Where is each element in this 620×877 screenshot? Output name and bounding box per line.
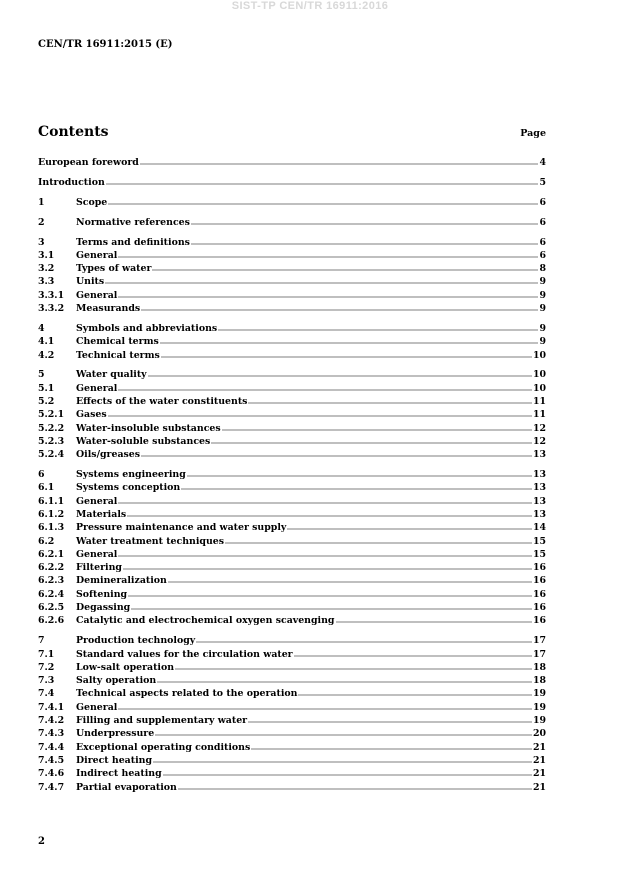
dot-leader — [196, 634, 532, 643]
dot-leader — [211, 435, 532, 444]
dot-leader — [141, 302, 538, 311]
toc-entry[interactable] — [38, 648, 546, 661]
toc-entry-title: Symbols and abbreviations — [76, 322, 218, 334]
toc-entry-number: 3.3 — [38, 276, 55, 288]
dot-leader — [118, 382, 532, 391]
page-column-label: Page — [520, 128, 546, 139]
toc-entry-page: 9 — [539, 303, 546, 315]
dot-leader — [294, 648, 532, 657]
toc-entry[interactable] — [38, 382, 546, 395]
toc-entry[interactable] — [38, 674, 546, 687]
toc-entry-page: 17 — [532, 635, 546, 647]
toc-entry-title: Direct heating — [76, 754, 153, 766]
toc-entry[interactable] — [38, 368, 546, 381]
toc-entry-number: 7.2 — [38, 661, 55, 673]
dot-leader — [128, 588, 532, 597]
table-of-contents — [38, 156, 546, 794]
toc-entry[interactable] — [38, 448, 546, 461]
toc-entry-title: Water quality — [76, 369, 147, 381]
toc-entry-title: Pressure maintenance and water supply — [76, 522, 287, 534]
toc-entry[interactable] — [38, 741, 546, 754]
toc-entry-number: 5.1 — [38, 382, 55, 394]
toc-entry-number: 6.2.1 — [38, 548, 65, 560]
dot-leader — [123, 561, 532, 570]
toc-entry-page: 10 — [532, 369, 546, 381]
toc-entry-number: 6.2.4 — [38, 588, 65, 600]
toc-entry[interactable] — [38, 548, 546, 561]
toc-entry-title: Water-soluble substances — [76, 435, 211, 447]
toc-entry-title: Measurands — [76, 303, 141, 315]
toc-entry[interactable] — [38, 634, 546, 647]
dot-leader — [118, 289, 538, 298]
toc-entry-title: Underpressure — [76, 728, 155, 740]
toc-entry[interactable] — [38, 176, 546, 189]
toc-entry-page: 19 — [532, 715, 546, 727]
toc-entry-page: 6 — [539, 236, 546, 248]
dot-leader — [248, 395, 532, 404]
toc-entry-number: 7.4.7 — [38, 781, 65, 793]
toc-entry-title: General — [76, 548, 118, 560]
toc-entry-page: 9 — [539, 276, 546, 288]
dot-leader — [287, 521, 532, 530]
toc-entry-title: Indirect heating — [76, 768, 162, 780]
toc-entry-number: 6.1 — [38, 482, 55, 494]
toc-entry[interactable] — [38, 561, 546, 574]
toc-entry-number: 5.2.1 — [38, 409, 65, 421]
toc-entry-page: 5 — [539, 176, 546, 188]
toc-entry-title: Technical aspects related to the operation — [76, 688, 298, 700]
dot-leader — [160, 335, 539, 344]
dot-leader — [118, 495, 532, 504]
toc-entry-number: 7.4.5 — [38, 754, 65, 766]
toc-entry-page: 9 — [539, 322, 546, 334]
page-number: 2 — [38, 836, 45, 847]
toc-entry-page: 10 — [532, 349, 546, 361]
toc-entry-title: Degassing — [76, 602, 131, 614]
toc-entry-page: 20 — [532, 728, 546, 740]
dot-leader — [118, 548, 532, 557]
toc-entry-title: Salty operation — [76, 675, 157, 687]
toc-entry-title: Filling and supplementary water — [76, 715, 248, 727]
toc-entry-page: 11 — [532, 396, 546, 408]
dot-leader — [155, 727, 532, 736]
toc-entry-number: 6.1.3 — [38, 522, 65, 534]
contents-title: Contents — [38, 124, 109, 140]
dot-leader — [118, 249, 538, 258]
toc-entry[interactable] — [38, 727, 546, 740]
dot-leader — [163, 767, 532, 776]
toc-entry-page: 10 — [532, 382, 546, 394]
toc-entry[interactable] — [38, 614, 546, 627]
toc-entry-page: 12 — [532, 435, 546, 447]
toc-entry-number: 1 — [38, 196, 45, 208]
toc-entry-number: 6.2 — [38, 535, 55, 547]
toc-entry-number: 6.2.3 — [38, 575, 65, 587]
contents-heading — [38, 124, 546, 140]
toc-entry-title: Low-salt operation — [76, 661, 175, 673]
toc-entry-page: 12 — [532, 422, 546, 434]
dot-leader — [336, 614, 532, 623]
toc-entry-number: 6.2.5 — [38, 602, 65, 614]
toc-entry-number: 7.3 — [38, 675, 55, 687]
toc-entry-page: 21 — [532, 741, 546, 753]
toc-entry-page: 13 — [532, 495, 546, 507]
dot-leader — [191, 236, 539, 245]
toc-entry[interactable] — [38, 422, 546, 435]
toc-entry[interactable] — [38, 408, 546, 421]
toc-entry[interactable] — [38, 349, 546, 362]
dot-leader — [131, 601, 532, 610]
toc-entry-page: 6 — [539, 196, 546, 208]
toc-entry-title: Chemical terms — [76, 336, 159, 348]
toc-entry-number: 4.2 — [38, 349, 55, 361]
toc-entry-page: 11 — [532, 409, 546, 421]
toc-entry[interactable] — [38, 196, 546, 209]
toc-entry-page: 16 — [532, 588, 546, 600]
toc-entry-page: 13 — [532, 449, 546, 461]
toc-entry-title: General — [76, 289, 118, 301]
toc-entry-title: Technical terms — [76, 349, 160, 361]
toc-entry[interactable] — [38, 468, 546, 481]
toc-entry-title: General — [76, 495, 118, 507]
toc-entry-number: 7.1 — [38, 648, 55, 660]
dot-leader — [248, 714, 532, 723]
toc-entry-title: Catalytic and electrochemical oxygen scavenging — [76, 615, 335, 627]
toc-entry-title: General — [76, 249, 118, 261]
dot-leader — [225, 535, 532, 544]
toc-entry[interactable] — [38, 262, 546, 275]
toc-entry[interactable] — [38, 495, 546, 508]
dot-leader — [187, 468, 532, 477]
toc-entry-title: General — [76, 701, 118, 713]
toc-entry-title: Standard values for the circulation water — [76, 648, 293, 660]
toc-entry[interactable] — [38, 535, 546, 548]
toc-entry-title: Normative references — [76, 216, 190, 228]
toc-entry-title: Systems conception — [76, 482, 181, 494]
toc-entry-title: Filtering — [76, 562, 122, 574]
toc-entry-number: 3.3.1 — [38, 289, 65, 301]
toc-entry-number: 4 — [38, 322, 45, 334]
toc-entry-title: Scope — [76, 196, 108, 208]
toc-entry-page: 13 — [532, 482, 546, 494]
toc-entry-number: 6.1.2 — [38, 508, 65, 520]
toc-entry-number: 3.3.2 — [38, 303, 65, 315]
toc-entry[interactable] — [38, 767, 546, 780]
toc-entry[interactable] — [38, 216, 546, 229]
dot-leader — [148, 368, 532, 377]
watermark: SIST-TP CEN/TR 16911:2016 — [231, 0, 389, 12]
dot-leader — [161, 349, 532, 358]
dot-leader — [141, 448, 532, 457]
toc-entry-number: 7.4.1 — [38, 701, 65, 713]
toc-entry-number: 6.2.6 — [38, 615, 65, 627]
toc-entry[interactable] — [38, 601, 546, 614]
toc-entry[interactable] — [38, 395, 546, 408]
toc-entry-number: 6 — [38, 469, 45, 481]
toc-entry-title: Softening — [76, 588, 128, 600]
toc-entry-page: 21 — [532, 754, 546, 766]
toc-entry-page: 18 — [532, 661, 546, 673]
dot-leader — [108, 408, 532, 417]
dot-leader — [153, 754, 532, 763]
dot-leader — [175, 661, 532, 670]
toc-entry-title: Partial evaporation — [76, 781, 177, 793]
toc-entry[interactable] — [38, 661, 546, 674]
toc-entry-title: Effects of the water constituents — [76, 396, 248, 408]
toc-entry-number: 7.4 — [38, 688, 55, 700]
dot-leader — [108, 196, 538, 205]
toc-entry-title: Materials — [76, 508, 127, 520]
toc-entry[interactable] — [38, 335, 546, 348]
toc-entry-title: Water-insoluble substances — [76, 422, 221, 434]
toc-entry-page: 8 — [539, 263, 546, 275]
dot-leader — [168, 574, 532, 583]
toc-entry-title: Introduction — [38, 176, 105, 188]
dot-leader — [105, 275, 538, 284]
toc-entry-page: 9 — [539, 289, 546, 301]
toc-entry-page: 16 — [532, 615, 546, 627]
toc-entry-page: 16 — [532, 602, 546, 614]
toc-entry-page: 13 — [532, 508, 546, 520]
toc-entry[interactable] — [38, 687, 546, 700]
toc-entry-number: 5.2 — [38, 396, 55, 408]
toc-entry-title: Production technology — [76, 635, 196, 647]
dot-leader — [127, 508, 532, 517]
toc-entry-number: 3.1 — [38, 249, 55, 261]
toc-entry[interactable] — [38, 714, 546, 727]
dot-leader — [118, 701, 532, 710]
toc-entry[interactable] — [38, 521, 546, 534]
toc-entry-page: 6 — [539, 216, 546, 228]
toc-entry-number: 6.2.2 — [38, 562, 65, 574]
toc-entry-page: 13 — [532, 469, 546, 481]
document-id: CEN/TR 16911:2015 (E) — [38, 39, 173, 50]
toc-entry[interactable] — [38, 236, 546, 249]
toc-entry-number: 2 — [38, 216, 45, 228]
toc-entry[interactable] — [38, 588, 546, 601]
toc-entry-number: 7.4.3 — [38, 728, 65, 740]
toc-entry-page: 16 — [532, 562, 546, 574]
toc-entry-number: 3.2 — [38, 263, 55, 275]
toc-entry[interactable] — [38, 508, 546, 521]
dot-leader — [152, 262, 538, 271]
dot-leader — [218, 322, 538, 331]
toc-entry-number: 5.2.3 — [38, 435, 65, 447]
dot-leader — [178, 781, 532, 790]
toc-entry-title: Oils/greases — [76, 449, 141, 461]
toc-entry-title: Systems engineering — [76, 469, 186, 481]
dot-leader — [106, 176, 539, 185]
toc-entry-number: 7.4.4 — [38, 741, 65, 753]
toc-entry-page: 21 — [532, 781, 546, 793]
toc-entry-number: 7.4.2 — [38, 715, 65, 727]
toc-entry-title: Water treatment techniques — [76, 535, 225, 547]
toc-entry-page: 17 — [532, 648, 546, 660]
toc-entry-title: European foreword — [38, 157, 139, 168]
toc-entry[interactable] — [38, 289, 546, 302]
toc-entry-number: 3 — [38, 236, 45, 248]
toc-entry[interactable] — [38, 574, 546, 587]
toc-entry-page: 19 — [532, 688, 546, 700]
toc-entry-page: 16 — [532, 575, 546, 587]
toc-entry[interactable] — [38, 322, 546, 335]
toc-entry[interactable] — [38, 754, 546, 767]
dot-leader — [157, 674, 532, 683]
toc-entry[interactable] — [38, 435, 546, 448]
toc-entry[interactable] — [38, 302, 546, 315]
toc-entry[interactable] — [38, 701, 546, 714]
toc-entry-title: Gases — [76, 409, 107, 421]
dot-leader — [140, 156, 539, 165]
toc-entry-page: 15 — [532, 535, 546, 547]
toc-entry[interactable] — [38, 275, 546, 288]
toc-entry-page: 21 — [532, 768, 546, 780]
toc-entry[interactable] — [38, 481, 546, 494]
toc-entry-page: 15 — [532, 548, 546, 560]
toc-entry-title: Terms and definitions — [76, 236, 190, 248]
toc-entry-title: Units — [76, 276, 105, 288]
dot-leader — [251, 741, 532, 750]
toc-entry[interactable] — [38, 781, 546, 794]
toc-entry-page: 4 — [539, 157, 546, 168]
toc-entry[interactable] — [38, 249, 546, 262]
toc-entry-number: 5.2.4 — [38, 449, 65, 461]
toc-entry-number: 7.4.6 — [38, 768, 65, 780]
toc-entry-title: Demineralization — [76, 575, 167, 587]
toc-entry-number: 4.1 — [38, 336, 55, 348]
toc-entry-page: 14 — [532, 522, 546, 534]
toc-entry-page: 19 — [532, 701, 546, 713]
toc-entry-number: 6.1.1 — [38, 495, 65, 507]
toc-entry-title: Exceptional operating conditions — [76, 741, 251, 753]
toc-entry-number: 5 — [38, 369, 45, 381]
toc-entry-page: 18 — [532, 675, 546, 687]
toc-entry-number: 7 — [38, 635, 45, 647]
toc-entry[interactable] — [38, 156, 546, 169]
toc-entry-page: 9 — [539, 336, 546, 348]
dot-leader — [191, 216, 539, 225]
toc-entry-title: Types of water — [76, 263, 152, 275]
dot-leader — [181, 481, 532, 490]
dot-leader — [298, 687, 532, 696]
toc-entry-page: 6 — [539, 249, 546, 261]
toc-entry-number: 5.2.2 — [38, 422, 65, 434]
toc-entry-title: General — [76, 382, 118, 394]
dot-leader — [222, 422, 532, 431]
